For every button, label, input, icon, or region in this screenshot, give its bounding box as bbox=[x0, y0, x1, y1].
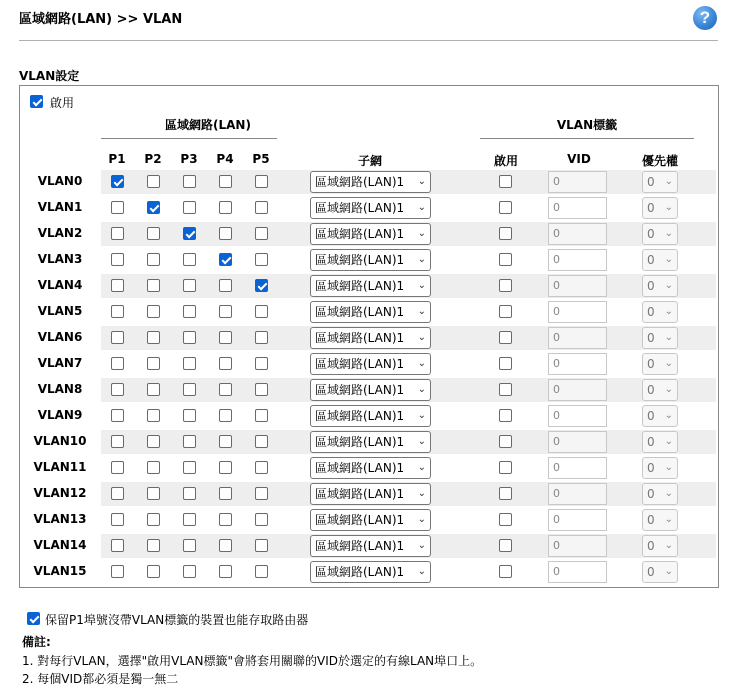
chevron-down-icon: ⌄ bbox=[417, 488, 426, 499]
port-p5-checkbox[interactable] bbox=[255, 383, 268, 396]
vid-input[interactable]: 0 bbox=[548, 327, 607, 349]
port-p3-checkbox[interactable] bbox=[183, 409, 196, 422]
priority-select[interactable] bbox=[642, 275, 678, 297]
vid-input[interactable]: 0 bbox=[548, 379, 607, 401]
port-p2-checkbox[interactable] bbox=[147, 279, 160, 292]
keep-p1-untagged-label: 保留P1埠號沒帶VLAN標籤的裝置也能存取路由器 bbox=[45, 613, 309, 627]
subnet-select-value: 區域網路(LAN)1 bbox=[315, 253, 405, 267]
port-p4-checkbox[interactable] bbox=[219, 279, 232, 292]
subnet-select[interactable] bbox=[310, 275, 431, 297]
subnet-select-value: 區域網路(LAN)1 bbox=[315, 331, 405, 345]
port-p3-checkbox[interactable] bbox=[183, 279, 196, 292]
vlan-row-label: VLAN11 bbox=[33, 460, 87, 474]
subnet-select[interactable] bbox=[310, 301, 431, 323]
vlan-tag-enable-checkbox[interactable] bbox=[499, 461, 512, 474]
priority-select-value: 0 bbox=[647, 513, 655, 527]
note-line-2: 2. 每個VID都必須是獨一無二 bbox=[22, 672, 179, 686]
priority-select[interactable] bbox=[642, 431, 678, 453]
chevron-down-icon: ⌄ bbox=[664, 514, 673, 525]
chevron-down-icon: ⌄ bbox=[664, 254, 673, 265]
subnet-select[interactable] bbox=[310, 535, 431, 557]
subnet-select[interactable] bbox=[310, 327, 431, 349]
vlan-tag-enable-checkbox[interactable] bbox=[499, 227, 512, 240]
chevron-down-icon: ⌄ bbox=[664, 332, 673, 343]
vid-input[interactable]: 0 bbox=[548, 561, 607, 583]
priority-select[interactable] bbox=[642, 223, 678, 245]
vlan-tag-enable-checkbox[interactable] bbox=[499, 357, 512, 370]
subnet-select[interactable] bbox=[310, 249, 431, 271]
chevron-down-icon: ⌄ bbox=[664, 306, 673, 317]
port-p5-checkbox[interactable] bbox=[255, 357, 268, 370]
vlan-row-label: VLAN6 bbox=[37, 330, 83, 344]
port-p2-checkbox[interactable] bbox=[147, 435, 160, 448]
port-p1-checkbox[interactable] bbox=[111, 435, 124, 448]
vlan-tag-group-label: VLAN標籤 bbox=[556, 118, 618, 132]
subnet-select[interactable] bbox=[310, 223, 431, 245]
subnet-select[interactable] bbox=[310, 457, 431, 479]
chevron-down-icon: ⌄ bbox=[664, 202, 673, 213]
port-p5-checkbox[interactable] bbox=[255, 461, 268, 474]
port-p3-checkbox[interactable] bbox=[183, 201, 196, 214]
subnet-select[interactable] bbox=[310, 483, 431, 505]
col-header-priority: 優先權 bbox=[641, 154, 678, 168]
priority-select-value: 0 bbox=[647, 175, 655, 189]
port-p2-checkbox[interactable] bbox=[147, 175, 160, 188]
chevron-down-icon: ⌄ bbox=[664, 462, 673, 473]
port-p5-checkbox[interactable] bbox=[255, 227, 268, 240]
subnet-select-value: 區域網路(LAN)1 bbox=[315, 175, 405, 189]
table-row bbox=[20, 455, 718, 481]
table-row bbox=[20, 247, 718, 273]
subnet-select-value: 區域網路(LAN)1 bbox=[315, 383, 405, 397]
vlan-row-label: VLAN12 bbox=[33, 486, 87, 500]
port-p3-checkbox[interactable] bbox=[183, 565, 196, 578]
port-p1-checkbox[interactable] bbox=[111, 539, 124, 552]
vlan-settings-panel bbox=[19, 85, 719, 588]
table-row bbox=[20, 559, 718, 585]
port-p2-checkbox[interactable] bbox=[147, 409, 160, 422]
enable-vlan-checkbox[interactable] bbox=[30, 95, 43, 108]
subnet-select[interactable] bbox=[310, 405, 431, 427]
port-p4-checkbox[interactable] bbox=[219, 175, 232, 188]
page-title: 區域網路(LAN) >> VLAN bbox=[19, 12, 183, 27]
port-p1-checkbox[interactable] bbox=[111, 513, 124, 526]
chevron-down-icon: ⌄ bbox=[417, 540, 426, 551]
port-p5-checkbox[interactable] bbox=[255, 409, 268, 422]
chevron-down-icon: ⌄ bbox=[417, 566, 426, 577]
priority-select-value: 0 bbox=[647, 201, 655, 215]
port-p3-checkbox[interactable] bbox=[183, 175, 196, 188]
priority-select[interactable] bbox=[642, 301, 678, 323]
port-p2-checkbox[interactable] bbox=[147, 227, 160, 240]
subnet-select-value: 區域網路(LAN)1 bbox=[315, 565, 405, 579]
port-p2-checkbox[interactable] bbox=[147, 357, 160, 370]
port-p2-checkbox[interactable] bbox=[147, 201, 160, 214]
port-p3-checkbox[interactable] bbox=[183, 357, 196, 370]
col-header-p3: P3 bbox=[180, 152, 198, 166]
port-p1-checkbox[interactable] bbox=[111, 279, 124, 292]
chevron-down-icon: ⌄ bbox=[417, 410, 426, 421]
port-p3-checkbox[interactable] bbox=[183, 513, 196, 526]
port-p5-checkbox[interactable] bbox=[255, 435, 268, 448]
port-p5-checkbox[interactable] bbox=[255, 175, 268, 188]
vlan-tag-enable-checkbox[interactable] bbox=[499, 487, 512, 500]
vlan-row-label: VLAN4 bbox=[37, 278, 83, 292]
table-row bbox=[20, 299, 718, 325]
chevron-down-icon: ⌄ bbox=[417, 332, 426, 343]
vlan-row-label: VLAN10 bbox=[33, 434, 87, 448]
subnet-select[interactable] bbox=[310, 561, 431, 583]
vlan-row-label: VLAN5 bbox=[37, 304, 83, 318]
chevron-down-icon: ⌄ bbox=[417, 384, 426, 395]
port-p2-checkbox[interactable] bbox=[147, 565, 160, 578]
port-p4-checkbox[interactable] bbox=[219, 305, 232, 318]
port-p1-checkbox[interactable] bbox=[111, 305, 124, 318]
subnet-select-value: 區域網路(LAN)1 bbox=[315, 357, 405, 371]
question-mark-icon[interactable]: ? bbox=[693, 6, 717, 30]
subnet-select-value: 區域網路(LAN)1 bbox=[315, 227, 405, 241]
table-row bbox=[20, 377, 718, 403]
port-p1-checkbox[interactable] bbox=[111, 357, 124, 370]
vid-input[interactable]: 0 bbox=[548, 197, 607, 219]
priority-select-value: 0 bbox=[647, 461, 655, 475]
vlan-row-label: VLAN2 bbox=[37, 226, 83, 240]
priority-select-value: 0 bbox=[647, 487, 655, 501]
table-row bbox=[20, 169, 718, 195]
subnet-select-value: 區域網路(LAN)1 bbox=[315, 513, 405, 527]
port-p1-checkbox[interactable] bbox=[111, 201, 124, 214]
priority-select[interactable] bbox=[642, 379, 678, 401]
chevron-down-icon: ⌄ bbox=[664, 488, 673, 499]
lan-group-divider bbox=[101, 138, 277, 139]
priority-select-value: 0 bbox=[647, 383, 655, 397]
col-header-p1: P1 bbox=[108, 152, 126, 166]
priority-select[interactable] bbox=[642, 171, 678, 193]
vlan-row-label: VLAN3 bbox=[37, 252, 83, 266]
port-p5-checkbox[interactable] bbox=[255, 305, 268, 318]
subnet-select[interactable] bbox=[310, 509, 431, 531]
chevron-down-icon: ⌄ bbox=[417, 176, 426, 187]
vlan-tag-enable-checkbox[interactable] bbox=[499, 409, 512, 422]
vid-input[interactable]: 0 bbox=[548, 249, 607, 271]
vlan-tag-enable-checkbox[interactable] bbox=[499, 383, 512, 396]
title-divider bbox=[19, 40, 718, 41]
port-p4-checkbox[interactable] bbox=[219, 253, 232, 266]
notes-title: 備註: bbox=[22, 635, 51, 649]
port-p1-checkbox[interactable] bbox=[111, 461, 124, 474]
port-p1-checkbox[interactable] bbox=[111, 565, 124, 578]
chevron-down-icon: ⌄ bbox=[664, 228, 673, 239]
enable-vlan-label: 啟用 bbox=[50, 96, 75, 110]
subnet-select[interactable] bbox=[310, 197, 431, 219]
priority-select-value: 0 bbox=[647, 357, 655, 371]
port-p4-checkbox[interactable] bbox=[219, 409, 232, 422]
subnet-select-value: 區域網路(LAN)1 bbox=[315, 279, 405, 293]
col-header-vid: VID bbox=[567, 152, 591, 166]
port-p2-checkbox[interactable] bbox=[147, 383, 160, 396]
chevron-down-icon: ⌄ bbox=[417, 202, 426, 213]
vid-input[interactable]: 0 bbox=[548, 275, 607, 297]
port-p4-checkbox[interactable] bbox=[219, 539, 232, 552]
table-row bbox=[20, 533, 718, 559]
chevron-down-icon: ⌄ bbox=[664, 384, 673, 395]
vid-input[interactable]: 0 bbox=[548, 353, 607, 375]
port-p5-checkbox[interactable] bbox=[255, 279, 268, 292]
port-p1-checkbox[interactable] bbox=[111, 227, 124, 240]
priority-select[interactable] bbox=[642, 483, 678, 505]
port-p5-checkbox[interactable] bbox=[255, 201, 268, 214]
port-p4-checkbox[interactable] bbox=[219, 201, 232, 214]
port-p4-checkbox[interactable] bbox=[219, 513, 232, 526]
port-p4-checkbox[interactable] bbox=[219, 227, 232, 240]
priority-select[interactable] bbox=[642, 535, 678, 557]
vid-input[interactable]: 0 bbox=[548, 483, 607, 505]
chevron-down-icon: ⌄ bbox=[664, 540, 673, 551]
vlan-row-label: VLAN8 bbox=[37, 382, 83, 396]
priority-select-value: 0 bbox=[647, 227, 655, 241]
priority-select[interactable] bbox=[642, 249, 678, 271]
subnet-select-value: 區域網路(LAN)1 bbox=[315, 461, 405, 475]
priority-select[interactable] bbox=[642, 327, 678, 349]
table-row bbox=[20, 481, 718, 507]
subnet-select[interactable] bbox=[310, 379, 431, 401]
chevron-down-icon: ⌄ bbox=[664, 358, 673, 369]
port-p5-checkbox[interactable] bbox=[255, 253, 268, 266]
port-p4-checkbox[interactable] bbox=[219, 383, 232, 396]
vid-input[interactable]: 0 bbox=[548, 301, 607, 323]
port-p4-checkbox[interactable] bbox=[219, 435, 232, 448]
vlan-row-label: VLAN1 bbox=[37, 200, 83, 214]
port-p3-checkbox[interactable] bbox=[183, 227, 196, 240]
lan-group-label: 區域網路(LAN) bbox=[165, 118, 251, 132]
port-p1-checkbox[interactable] bbox=[111, 175, 124, 188]
port-p3-checkbox[interactable] bbox=[183, 383, 196, 396]
chevron-down-icon: ⌄ bbox=[664, 436, 673, 447]
priority-select-value: 0 bbox=[647, 409, 655, 423]
priority-select-value: 0 bbox=[647, 253, 655, 267]
subnet-select-value: 區域網路(LAN)1 bbox=[315, 409, 405, 423]
port-p4-checkbox[interactable] bbox=[219, 565, 232, 578]
port-p4-checkbox[interactable] bbox=[219, 331, 232, 344]
vlan-row-label: VLAN0 bbox=[37, 174, 83, 188]
subnet-select-value: 區域網路(LAN)1 bbox=[315, 487, 405, 501]
table-row bbox=[20, 195, 718, 221]
port-p2-checkbox[interactable] bbox=[147, 513, 160, 526]
port-p2-checkbox[interactable] bbox=[147, 305, 160, 318]
table-row bbox=[20, 273, 718, 299]
col-header-subnet: 子網 bbox=[357, 154, 382, 168]
port-p4-checkbox[interactable] bbox=[219, 461, 232, 474]
vlan-tag-enable-checkbox[interactable] bbox=[499, 201, 512, 214]
port-p1-checkbox[interactable] bbox=[111, 331, 124, 344]
table-row bbox=[20, 507, 718, 533]
port-p1-checkbox[interactable] bbox=[111, 253, 124, 266]
port-p1-checkbox[interactable] bbox=[111, 409, 124, 422]
vlan-tag-group-divider bbox=[480, 138, 694, 139]
port-p1-checkbox[interactable] bbox=[111, 383, 124, 396]
vlan-row-label: VLAN7 bbox=[37, 356, 83, 370]
vid-input[interactable]: 0 bbox=[548, 535, 607, 557]
vlan-tag-enable-checkbox[interactable] bbox=[499, 539, 512, 552]
chevron-down-icon: ⌄ bbox=[417, 436, 426, 447]
vlan-tag-enable-checkbox[interactable] bbox=[499, 565, 512, 578]
chevron-down-icon: ⌄ bbox=[664, 410, 673, 421]
vlan-tag-enable-checkbox[interactable] bbox=[499, 331, 512, 344]
subnet-select-value: 區域網路(LAN)1 bbox=[315, 305, 405, 319]
port-p3-checkbox[interactable] bbox=[183, 487, 196, 500]
priority-select-value: 0 bbox=[647, 279, 655, 293]
priority-select[interactable] bbox=[642, 405, 678, 427]
col-header-p4: P4 bbox=[216, 152, 234, 166]
port-p2-checkbox[interactable] bbox=[147, 539, 160, 552]
table-row bbox=[20, 403, 718, 429]
keep-p1-untagged-checkbox[interactable] bbox=[27, 612, 40, 625]
port-p5-checkbox[interactable] bbox=[255, 565, 268, 578]
chevron-down-icon: ⌄ bbox=[417, 358, 426, 369]
subnet-select-value: 區域網路(LAN)1 bbox=[315, 201, 405, 215]
vid-input[interactable]: 0 bbox=[548, 223, 607, 245]
chevron-down-icon: ⌄ bbox=[417, 306, 426, 317]
port-p2-checkbox[interactable] bbox=[147, 253, 160, 266]
port-p3-checkbox[interactable] bbox=[183, 435, 196, 448]
port-p5-checkbox[interactable] bbox=[255, 487, 268, 500]
chevron-down-icon: ⌄ bbox=[417, 462, 426, 473]
port-p4-checkbox[interactable] bbox=[219, 487, 232, 500]
vlan-row-label: VLAN15 bbox=[33, 564, 87, 578]
vlan-tag-enable-checkbox[interactable] bbox=[499, 435, 512, 448]
priority-select-value: 0 bbox=[647, 305, 655, 319]
port-p5-checkbox[interactable] bbox=[255, 539, 268, 552]
subnet-select[interactable] bbox=[310, 353, 431, 375]
port-p1-checkbox[interactable] bbox=[111, 487, 124, 500]
priority-select-value: 0 bbox=[647, 565, 655, 579]
port-p3-checkbox[interactable] bbox=[183, 253, 196, 266]
port-p4-checkbox[interactable] bbox=[219, 357, 232, 370]
vid-input[interactable]: 0 bbox=[548, 171, 607, 193]
port-p5-checkbox[interactable] bbox=[255, 513, 268, 526]
table-row bbox=[20, 221, 718, 247]
priority-select[interactable] bbox=[642, 457, 678, 479]
chevron-down-icon: ⌄ bbox=[664, 176, 673, 187]
port-p5-checkbox[interactable] bbox=[255, 331, 268, 344]
vlan-row-label: VLAN13 bbox=[33, 512, 87, 526]
note-line-1: 1. 對每行VLAN，選擇"啟用VLAN標籤"會將套用關聯的VID於選定的有線LAN埠口上。 bbox=[22, 654, 483, 668]
port-p2-checkbox[interactable] bbox=[147, 331, 160, 344]
subnet-select[interactable] bbox=[310, 171, 431, 193]
vid-input[interactable]: 0 bbox=[548, 457, 607, 479]
subnet-select-value: 區域網路(LAN)1 bbox=[315, 435, 405, 449]
priority-select-value: 0 bbox=[647, 539, 655, 553]
chevron-down-icon: ⌄ bbox=[417, 280, 426, 291]
table-row bbox=[20, 351, 718, 377]
port-p2-checkbox[interactable] bbox=[147, 461, 160, 474]
table-row bbox=[20, 325, 718, 351]
table-row bbox=[20, 429, 718, 455]
vlan-tag-enable-checkbox[interactable] bbox=[499, 513, 512, 526]
priority-select-value: 0 bbox=[647, 435, 655, 449]
section-title: VLAN設定 bbox=[19, 69, 80, 83]
chevron-down-icon: ⌄ bbox=[417, 228, 426, 239]
vlan-row-label: VLAN9 bbox=[37, 408, 83, 422]
vlan-tag-enable-checkbox[interactable] bbox=[499, 253, 512, 266]
priority-select[interactable] bbox=[642, 561, 678, 583]
col-header-p5: P5 bbox=[252, 152, 270, 166]
col-header-tag-enable: 啟用 bbox=[493, 154, 518, 168]
chevron-down-icon: ⌄ bbox=[417, 514, 426, 525]
col-header-p2: P2 bbox=[144, 152, 162, 166]
vlan-row-label: VLAN14 bbox=[33, 538, 87, 552]
port-p3-checkbox[interactable] bbox=[183, 331, 196, 344]
vlan-tag-enable-checkbox[interactable] bbox=[499, 279, 512, 292]
priority-select[interactable] bbox=[642, 197, 678, 219]
port-p3-checkbox[interactable] bbox=[183, 539, 196, 552]
subnet-select-value: 區域網路(LAN)1 bbox=[315, 539, 405, 553]
vlan-tag-enable-checkbox[interactable] bbox=[499, 175, 512, 188]
port-p3-checkbox[interactable] bbox=[183, 461, 196, 474]
chevron-down-icon: ⌄ bbox=[664, 280, 673, 291]
priority-select[interactable] bbox=[642, 353, 678, 375]
vid-input[interactable]: 0 bbox=[548, 431, 607, 453]
priority-select-value: 0 bbox=[647, 331, 655, 345]
vid-input[interactable]: 0 bbox=[548, 405, 607, 427]
port-p3-checkbox[interactable] bbox=[183, 305, 196, 318]
port-p2-checkbox[interactable] bbox=[147, 487, 160, 500]
chevron-down-icon: ⌄ bbox=[417, 254, 426, 265]
priority-select[interactable] bbox=[642, 509, 678, 531]
subnet-select[interactable] bbox=[310, 431, 431, 453]
chevron-down-icon: ⌄ bbox=[664, 566, 673, 577]
vid-input[interactable]: 0 bbox=[548, 509, 607, 531]
vlan-tag-enable-checkbox[interactable] bbox=[499, 305, 512, 318]
